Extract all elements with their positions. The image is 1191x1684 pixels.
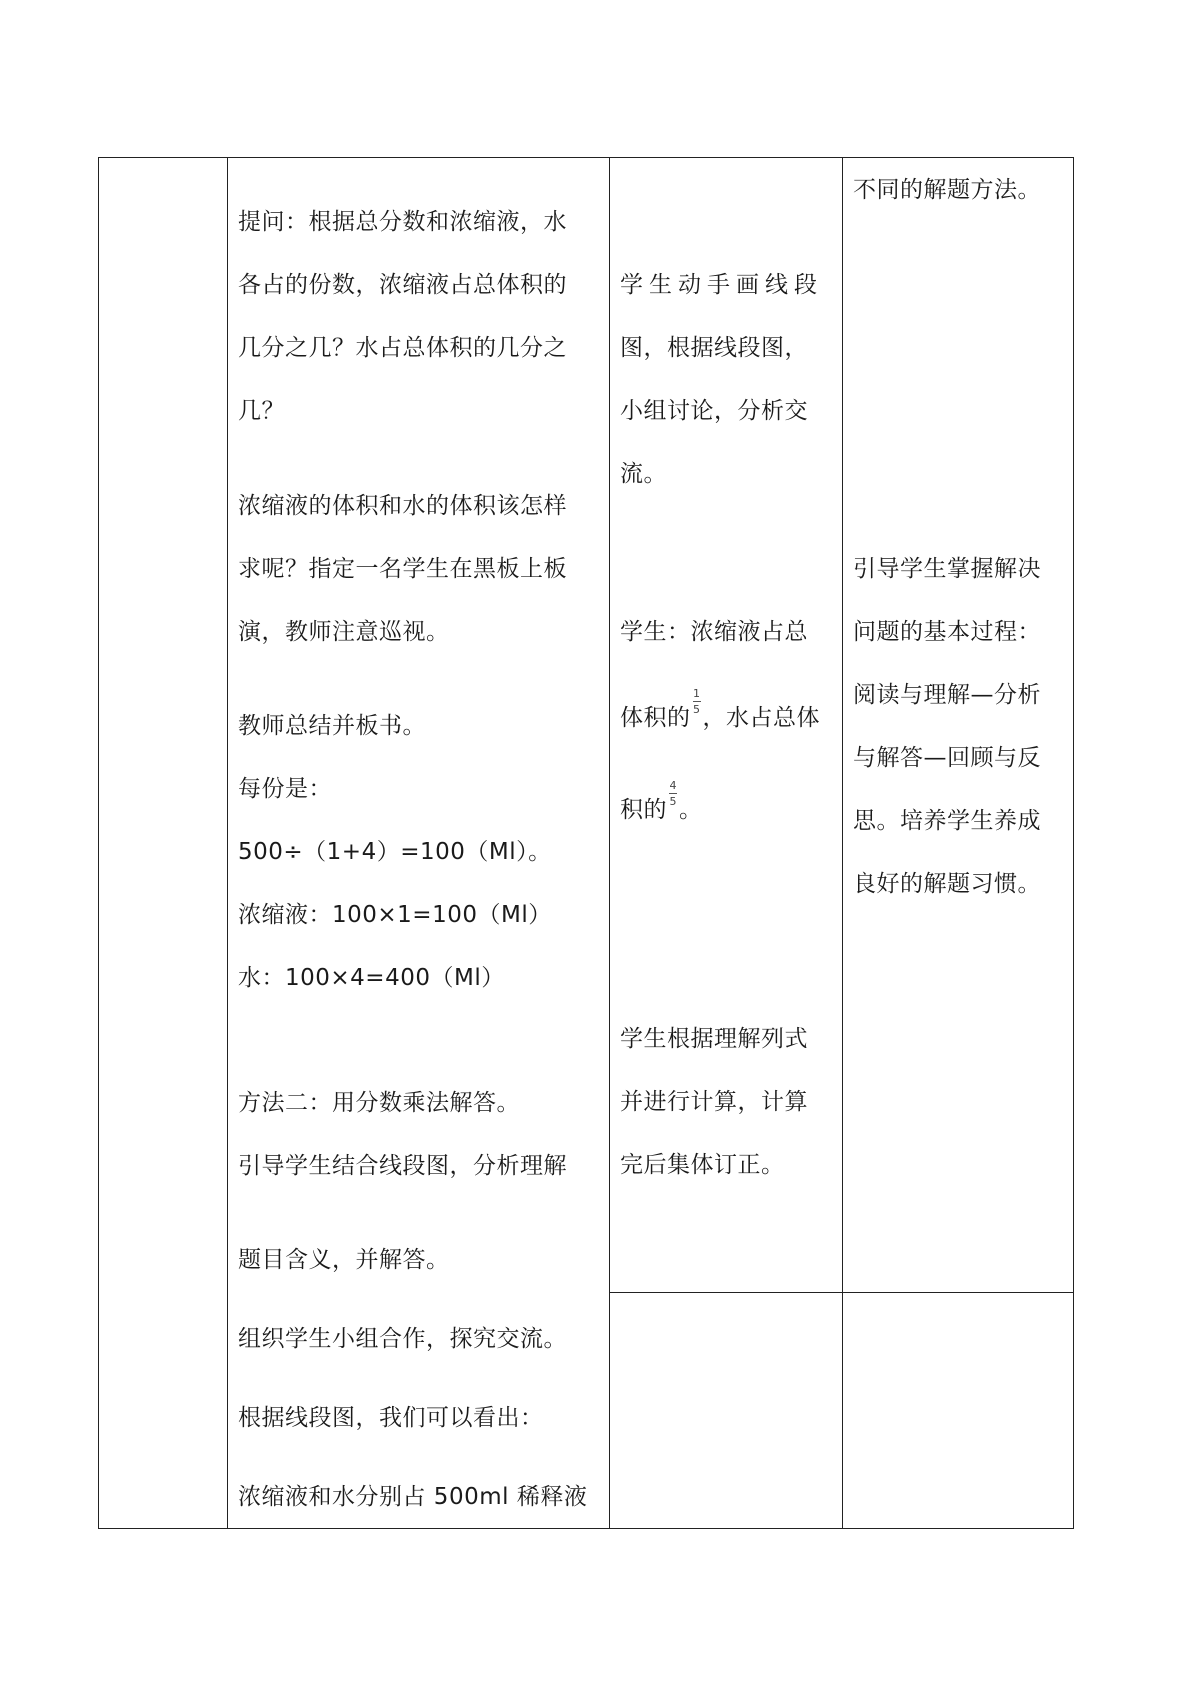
- per-share-label: 每份是：: [238, 776, 332, 802]
- design-intent-line-4: 与解答—回顾与反: [853, 745, 1041, 771]
- table-row-divider-partial: [609, 1292, 1074, 1293]
- student-draw-line-3: 小组讨论，分析交: [620, 398, 808, 424]
- volume-question-line-2: 求呢？指定一名学生在黑板上板: [238, 556, 567, 582]
- student-calc-line-3: 完后集体订正。: [620, 1152, 785, 1178]
- teacher-question-line-1: 提问：根据总分数和浓缩液，水: [238, 209, 567, 235]
- concentrate-water-share: 浓缩液和水分别占 500ml 稀释液: [238, 1484, 588, 1510]
- teacher-question-line-3: 几分之几？水占总体积的几分之: [238, 335, 567, 361]
- design-intent-methods: 不同的解题方法。: [853, 177, 1041, 203]
- design-intent-line-3: 阅读与理解—分析: [853, 682, 1041, 708]
- fraction-bar: [693, 701, 701, 702]
- student-answer-line-3-pre: 积的: [620, 797, 667, 823]
- teacher-question-line-2: 各占的份数，浓缩液占总体积的: [238, 272, 567, 298]
- table-col-divider-1: [227, 157, 228, 1529]
- student-answer-line-2-post: ，水占总体: [702, 705, 820, 731]
- design-intent-line-6: 良好的解题习惯。: [853, 871, 1041, 897]
- volume-question-line-3: 演，教师注意巡视。: [238, 619, 450, 645]
- student-calc-line-2: 并进行计算，计算: [620, 1089, 808, 1115]
- table-border-left: [98, 157, 99, 1529]
- guide-students-line-2: 题目含义，并解答。: [238, 1247, 450, 1273]
- table-border-top: [98, 157, 1074, 158]
- table-col-divider-3: [842, 157, 843, 1529]
- student-draw-line-4: 流。: [620, 461, 667, 487]
- fraction-four-fifths: [668, 779, 678, 824]
- student-answer-line-2: [620, 687, 820, 732]
- teacher-summary: 教师总结并板书。: [238, 713, 426, 739]
- teacher-question-line-4: 几？: [238, 398, 285, 424]
- table-border-right: [1073, 157, 1074, 1529]
- guide-students-line-1: 引导学生结合线段图，分析理解: [238, 1153, 567, 1179]
- fraction-denominator: 5: [693, 703, 700, 716]
- student-answer-line-2-pre: 体积的: [620, 705, 691, 731]
- design-intent-line-1: 引导学生掌握解决: [853, 556, 1041, 582]
- design-intent-line-5: 思。培养学生养成: [853, 808, 1041, 834]
- group-cooperation: 组织学生小组合作，探究交流。: [238, 1326, 567, 1352]
- design-intent-line-2: 问题的基本过程：: [853, 619, 1041, 645]
- concentrate-formula: 浓缩液：100×1=100（Ml）: [238, 902, 552, 928]
- student-answer-line-3-post: 。: [679, 797, 703, 823]
- fraction-numerator: 4: [669, 779, 677, 792]
- fraction-denominator: 5: [669, 795, 677, 808]
- per-share-formula: 500÷（1+4）=100（Ml）。: [238, 839, 552, 865]
- table-border-bottom: [98, 1528, 1074, 1529]
- fraction-one-fifth: [692, 687, 702, 732]
- water-formula: 水：100×4=400（Ml）: [238, 965, 505, 991]
- student-calc-line-1: 学生根据理解列式: [620, 1026, 808, 1052]
- segment-diagram-observation: 根据线段图，我们可以看出：: [238, 1405, 544, 1431]
- fraction-numerator: 1: [693, 687, 700, 700]
- student-draw-line-1: 学生动手画线段: [620, 272, 823, 298]
- fraction-bar: [669, 793, 677, 794]
- student-draw-line-2: 图，根据线段图，: [620, 335, 808, 361]
- table-col-divider-2: [609, 157, 610, 1529]
- student-answer-line-1: 学生：浓缩液占总: [620, 619, 808, 645]
- volume-question-line-1: 浓缩液的体积和水的体积该怎样: [238, 493, 567, 519]
- method-two-heading: 方法二：用分数乘法解答。: [238, 1090, 520, 1116]
- student-answer-line-3: [620, 779, 703, 824]
